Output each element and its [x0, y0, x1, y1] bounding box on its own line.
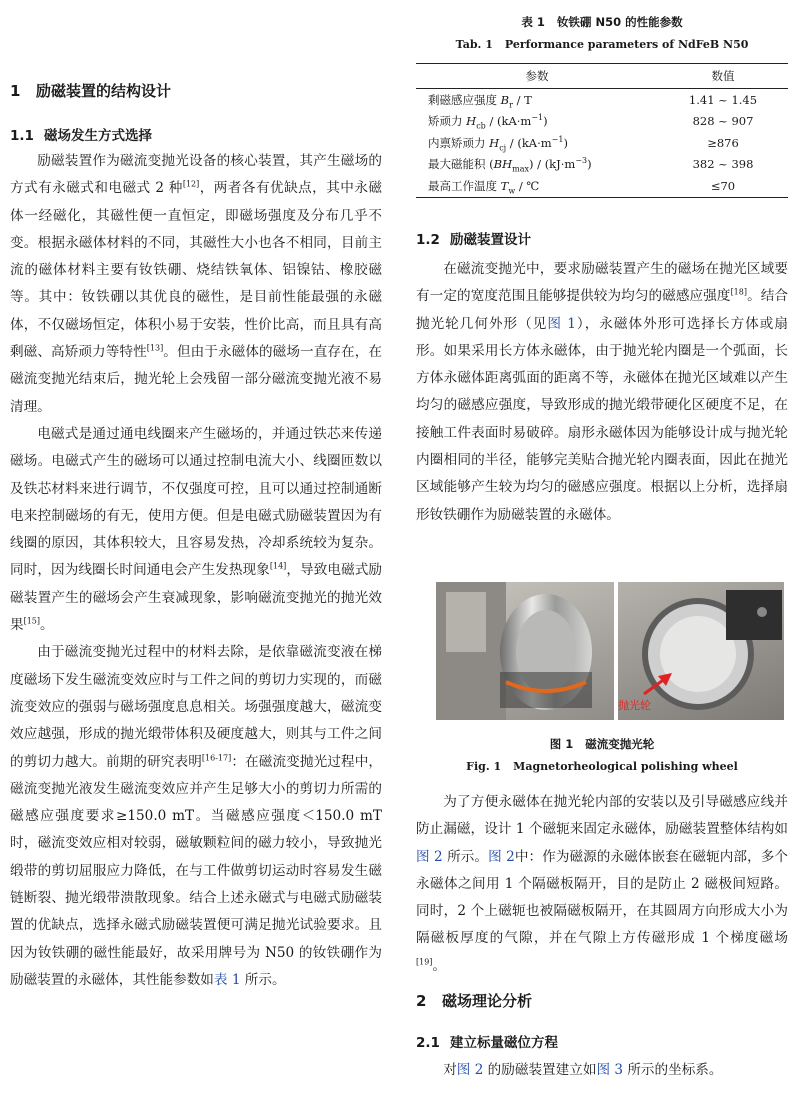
link-figure-1[interactable]: 图 1 — [547, 315, 576, 332]
figure-1-caption-cn: 图 1 磁流变抛光轮 — [549, 737, 655, 751]
photo-label-polishing-wheel: 抛光轮 — [618, 699, 651, 712]
figure-1-caption-en: Fig. 1 Magnetorheological polishing wheel — [466, 760, 738, 773]
section-2-1-heading: 2.1 建立标量磁位方程 — [416, 1035, 558, 1051]
link-figure-3[interactable]: 图 3 — [596, 1062, 624, 1078]
section-1-heading: 1 励磁装置的结构设计 — [10, 82, 172, 100]
paragraph-coordinate-system: 对图 2 的励磁装置建立如图 3 所示的坐标系。 — [443, 1062, 723, 1078]
link-figure-2-b[interactable]: 图 2 — [488, 848, 515, 865]
citation-13[interactable]: [13] — [146, 343, 164, 353]
table-1-caption-cn: 表 1 钕铁硼 N50 的性能参数 — [521, 15, 683, 29]
figure-1-photo — [436, 582, 784, 720]
paragraph-material-removal: 由于磁流变抛光过程中的材料去除，是依靠磁流变液在梯度磁场下发生磁流变效应时与工件之间的剪切力实现的，而磁流变效应的强弱与磁场强度息息相关。场强强度越大，磁流变效应越强，形成的抛光缎带体积及硬度越大，则其与工件之间的剪切力越大。前期的研究表明[16-17]：在磁流变抛光过程中，磁流变抛光液发生磁流变效应并产生足够大小的剪切力所需的磁感应强度要求≥150.0 mT。当磁感应强度＜150.0 mT 时，磁流变效应相对较弱，磁敏颗粒间的磁力较小，导致抛光缎带的剪切屈服应力降低，在与工件做剪切运动时容易发生磁链断裂、抛光缎带溃散现象。结合上述永磁式与电磁式励磁装置的优缺点，选择永磁式励磁装置便可满足抛光试验要求。且因为钕铁硼的磁性能最好，故采用牌号为 N50 的钕铁硼作为励磁装置的永磁体，其性能参数如表 1 所示。 — [10, 644, 383, 988]
table-1-caption-en: Tab. 1 Performance parameters of NdFeB N50 — [455, 38, 749, 51]
table-row: 最大磁能积 $(BH_{max}) / (kJ\cdot m^{-3})$ 382 ~ 398 — [428, 156, 754, 174]
paragraph-magnet-types: 励磁装置作为磁流变抛光设备的核心装置，其产生磁场的方式有永磁式和电磁式 2 种[12]，两者各有优缺点，其中永磁体一经磁化，其磁性便一直恒定，即磁场强度及分布几乎不变。根据永磁体材料的不同，其磁性大小也各不相同，目前主流的磁体材料主要有钕铁硼、烧结铁氧体、铝镍钴、橡胶磁等。其中：钕铁硼以其优良的磁性，是目前性能最强的永磁体，不仅磁场恒定，体积小易于安装，性价比高，而且具有高剩磁、高矫顽力等特性[13]。但由于永磁体的磁场一直存在，在磁流变抛光结束后，抛光轮上会残留一部分磁流变抛光液不易清理。 — [10, 153, 383, 415]
paragraph-yoke-design: 为了方便永磁体在抛光轮内部的安装以及引导磁感应线并防止漏磁，设计 1 个磁轭来固定永磁体，励磁装置整体结构如图 2 所示。图 2中：作为磁源的永磁体嵌套在磁轭内部，多个永磁体之间用 1 个隔磁板隔开，目的是防止 2 磁极间短路。同时，2 个上磁轭也被隔磁板隔开，在其圆周方向形成大小为隔磁板厚度的气隙，并在气隙上方传磁形成 1 个梯度磁场[19]。 — [416, 794, 788, 974]
section-2-heading: 2 磁场理论分析 — [416, 992, 533, 1010]
paragraph-electromagnet: 电磁式是通过通电线圈来产生磁场的，并通过铁芯来传递磁场。电磁式产生的磁场可以通过控制电流大小、线圈匝数以及铁芯材料来进行调节，不仅强度可控，且可以通过控制通断电来控制磁场的有无，使用方便。但是电磁式励磁装置因为有线圈的原因，其体积较大，且容易发热，冷却系统较为复杂。同时，因为线圈长时间通电会产生发热现象[14]，导致电磁式励磁装置产生的磁场会产生衰减现象，影响磁流变抛光的抛光效果[15]。 — [10, 425, 383, 634]
link-figure-2-c[interactable]: 图 2 — [456, 1062, 484, 1078]
citation-12[interactable]: [12] — [182, 179, 200, 189]
section-1-1-heading: 1.1 磁场发生方式选择 — [10, 128, 152, 144]
table-1 — [416, 63, 788, 198]
citation-18[interactable]: [18] — [730, 287, 747, 297]
citation-15[interactable]: [15] — [23, 616, 41, 626]
table-row: 剩磁感应强度 $B_r$ / T 1.41 ~ 1.45 — [428, 92, 758, 110]
table-row: 内禀矫顽力 $H_{cj} / (kA\cdot m^{-1})$ ≥876 — [428, 134, 739, 153]
left-body — [10, 148, 382, 994]
link-figure-2[interactable]: 图 2 — [416, 848, 443, 865]
paragraph-magnet-shape: 在磁流变抛光中，要求励磁装置产生的磁场在抛光区域要有一定的宽度范围且能够提供较为均匀的磁感应强度[18]。结合抛光轮几何外形（见图 1），永磁体外形可选择长方体或扇形。如果采用长方体永磁体，由于抛光轮内圈是一个弧面，长方体永磁体距离弧面的距离不等，永磁体在抛光区域难以产生均匀的磁感应强度，导致形成的抛光缎带硬化区硬度不足，在接触工件表面时易破碎。扇形永磁体因为能够设计成与抛光轮内圈相同的半径，能够完美贴合抛光轮内圈表面，因此在抛光区域能够产生较为均匀的磁感应强度。根据以上分析，选择扇形钕铁硼作为励磁装置的永磁体。 — [416, 261, 789, 523]
citation-16-17[interactable]: [16-17] — [201, 753, 232, 762]
citation-14[interactable]: [14] — [269, 561, 287, 571]
citation-19[interactable]: [19] — [416, 957, 433, 967]
table-row: 矫顽力 $H_{cb} / (kA\cdot m^{-1})$ 828 ~ 907 — [428, 113, 754, 131]
link-table-1[interactable]: 表 1 — [213, 971, 241, 988]
table-header-value: 数值 — [658, 64, 788, 89]
polishing-wheel-illustration — [436, 582, 784, 720]
table-row: 最高工作温度 $T_w$ / ℃ ≤70 — [416, 175, 788, 197]
section-1-2-heading: 1.2 励磁装置设计 — [416, 232, 531, 248]
table-header-param: 参数 — [416, 64, 658, 89]
